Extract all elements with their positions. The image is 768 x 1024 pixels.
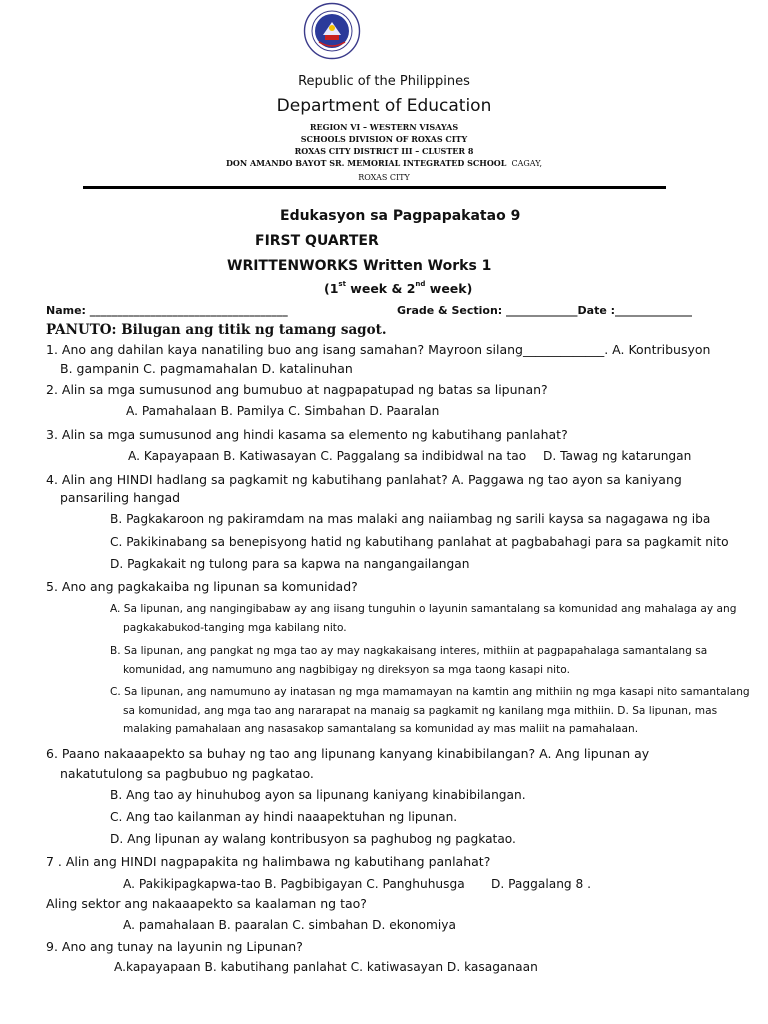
question-5-option-a-cont: pagkakabukod-tanging mga kabilang nito. xyxy=(123,622,347,634)
question-6: 6. Paano nakaaapekto sa buhay ng tao ang lipunang kanyang kinabibilangan? A. Ang lipunan ay xyxy=(46,746,650,761)
republic-line: Republic of the Philippines xyxy=(298,74,470,89)
question-5-option-c: C. Sa lipunan, ang namumuno ay inatasan ng mga mamamayan na kamtin ang mithiin ng mga kasapi nito samantalang xyxy=(110,686,750,698)
question-5-option-c-cont2: malaking pamahalaan ang nasasakop samantalang sa komunidad ay mas maliit na pamahalaan. xyxy=(123,723,639,735)
question-5-option-b: B. Sa lipunan, ang pangkat ng mga tao ay may nagkakaisang interes, mithiin at pagpapahalaga samantalang sa xyxy=(110,645,708,657)
week-title: (1st week & 2nd week) xyxy=(324,280,473,296)
question-3-option-d: D. Tawag ng katarungan xyxy=(543,449,692,463)
question-4: 4. Alin ang HINDI hadlang sa pagkamit ng kabutihang panlahat? A. Paggawa ng tao ayon sa kaniyang xyxy=(46,472,682,487)
school-location: CAGAY, xyxy=(511,159,543,168)
subject-title: Edukasyon sa Pagpapakatao 9 xyxy=(280,208,521,224)
quarter-title: FIRST QUARTER xyxy=(255,233,379,249)
question-6-option-b: B. Ang tao ay hinuhubog ayon sa lipunang kaniyang kinabibilangan. xyxy=(110,788,526,802)
question-2-options: A. Pamahalaan B. Pamilya C. Simbahan D. Paaralan xyxy=(126,404,440,418)
question-7: 7 . Alin ang HINDI nagpapakita ng halimbawa ng kabutihang panlahat? xyxy=(46,854,491,869)
question-6-option-d: D. Ang lipunan ay walang kontribusyon sa paghubog ng pagkatao. xyxy=(110,832,516,846)
question-6-continued: nakatutulong sa pagbubuo ng pagkatao. xyxy=(60,766,314,781)
header-divider xyxy=(83,186,666,189)
question-7-options: A. Pakikipagkapwa-tao B. Pagbibigayan C. Panghuhusga xyxy=(123,877,465,891)
school-name: DON AMANDO BAYOT SR. MEMORIAL INTEGRATED SCHOOL xyxy=(225,158,507,168)
division-line: SCHOOLS DIVISION OF ROXAS CITY xyxy=(300,134,468,144)
question-5-option-b-cont: komunidad, ang namumuno ang nagbibigay ng direksyon sa mga taong kasapi nito. xyxy=(123,664,570,676)
question-4-option-b: B. Pagkakaroon ng pakiramdam na mas malaki ang naiiambag ng sarili kaysa sa nagagawa ng iba xyxy=(110,512,711,526)
question-1-options: B. gampanin C. pagmamahalan D. katalinuhan xyxy=(60,361,353,376)
school-location-2: ROXAS CITY xyxy=(358,173,410,182)
district-line: ROXAS CITY DISTRICT III – CLUSTER 8 xyxy=(294,146,474,156)
question-3-options: A. Kapayapaan B. Katiwasayan C. Paggalang sa indibidwal na tao xyxy=(128,449,527,463)
works-title: WRITTENWORKS Written Works 1 xyxy=(227,258,492,274)
question-7-option-d: D. Paggalang 8 . xyxy=(491,877,592,891)
question-2: 2. Alin sa mga sumusunod ang bumubuo at nagpapatupad ng batas sa lipunan? xyxy=(46,382,548,397)
question-5: 5. Ano ang pagkakaiba ng lipunan sa komunidad? xyxy=(46,579,358,594)
question-4-option-d: D. Pagkakait ng tulong para sa kapwa na nangangailangan xyxy=(110,557,470,571)
question-1: 1. Ano ang dahilan kaya nanatiling buo ang isang samahan? Mayroon silang_____________. A. Kontribusyon xyxy=(46,342,711,357)
deped-seal-logo xyxy=(303,2,361,60)
question-9-options: A.kapayapaan B. kabutihang panlahat C. katiwasayan D. kasaganaan xyxy=(114,960,538,974)
grade-section-date-field[interactable]: Grade & Section: _____________Date :______________ xyxy=(397,304,693,317)
question-4-option-c: C. Pakikinabang sa benepisyong hatid ng kabutihang panlahat at pagbabahagi para sa pagkamit nito xyxy=(110,535,729,549)
question-6-option-c: C. Ang tao kailanman ay hindi naaapektuhan ng lipunan. xyxy=(110,810,458,824)
name-field[interactable]: Name: ____________________________________ xyxy=(46,304,288,317)
question-5-option-a: A. Sa lipunan, ang nangingibabaw ay ang iisang tunguhin o layunin samantalang sa komunidad ang mahalaga ay ang xyxy=(110,603,737,615)
question-8-options: A. pamahalaan B. paaralan C. simbahan D. ekonomiya xyxy=(123,918,456,932)
department-line: Department of Education xyxy=(276,96,492,116)
question-3: 3. Alin sa mga sumusunod ang hindi kasama sa elemento ng kabutihang panlahat? xyxy=(46,427,568,442)
question-9: 9. Ano ang tunay na layunin ng Lipunan? xyxy=(46,939,303,954)
instruction: PANUTO: Bilugan ang titik ng tamang sagot. xyxy=(46,322,387,338)
question-5-option-c-cont: sa komunidad, ang mga tao ang nararapat na manaig sa pagkamit ng kanilang mga mithiin. D. Sa lipunan, mas xyxy=(123,705,718,717)
question-4-continued: pansariling hangad xyxy=(60,490,181,505)
region-line: REGION VI – WESTERN VISAYAS xyxy=(309,122,459,132)
question-8: Aling sektor ang nakaaapekto sa kaalaman ng tao? xyxy=(46,896,367,911)
school-line xyxy=(0,158,768,168)
